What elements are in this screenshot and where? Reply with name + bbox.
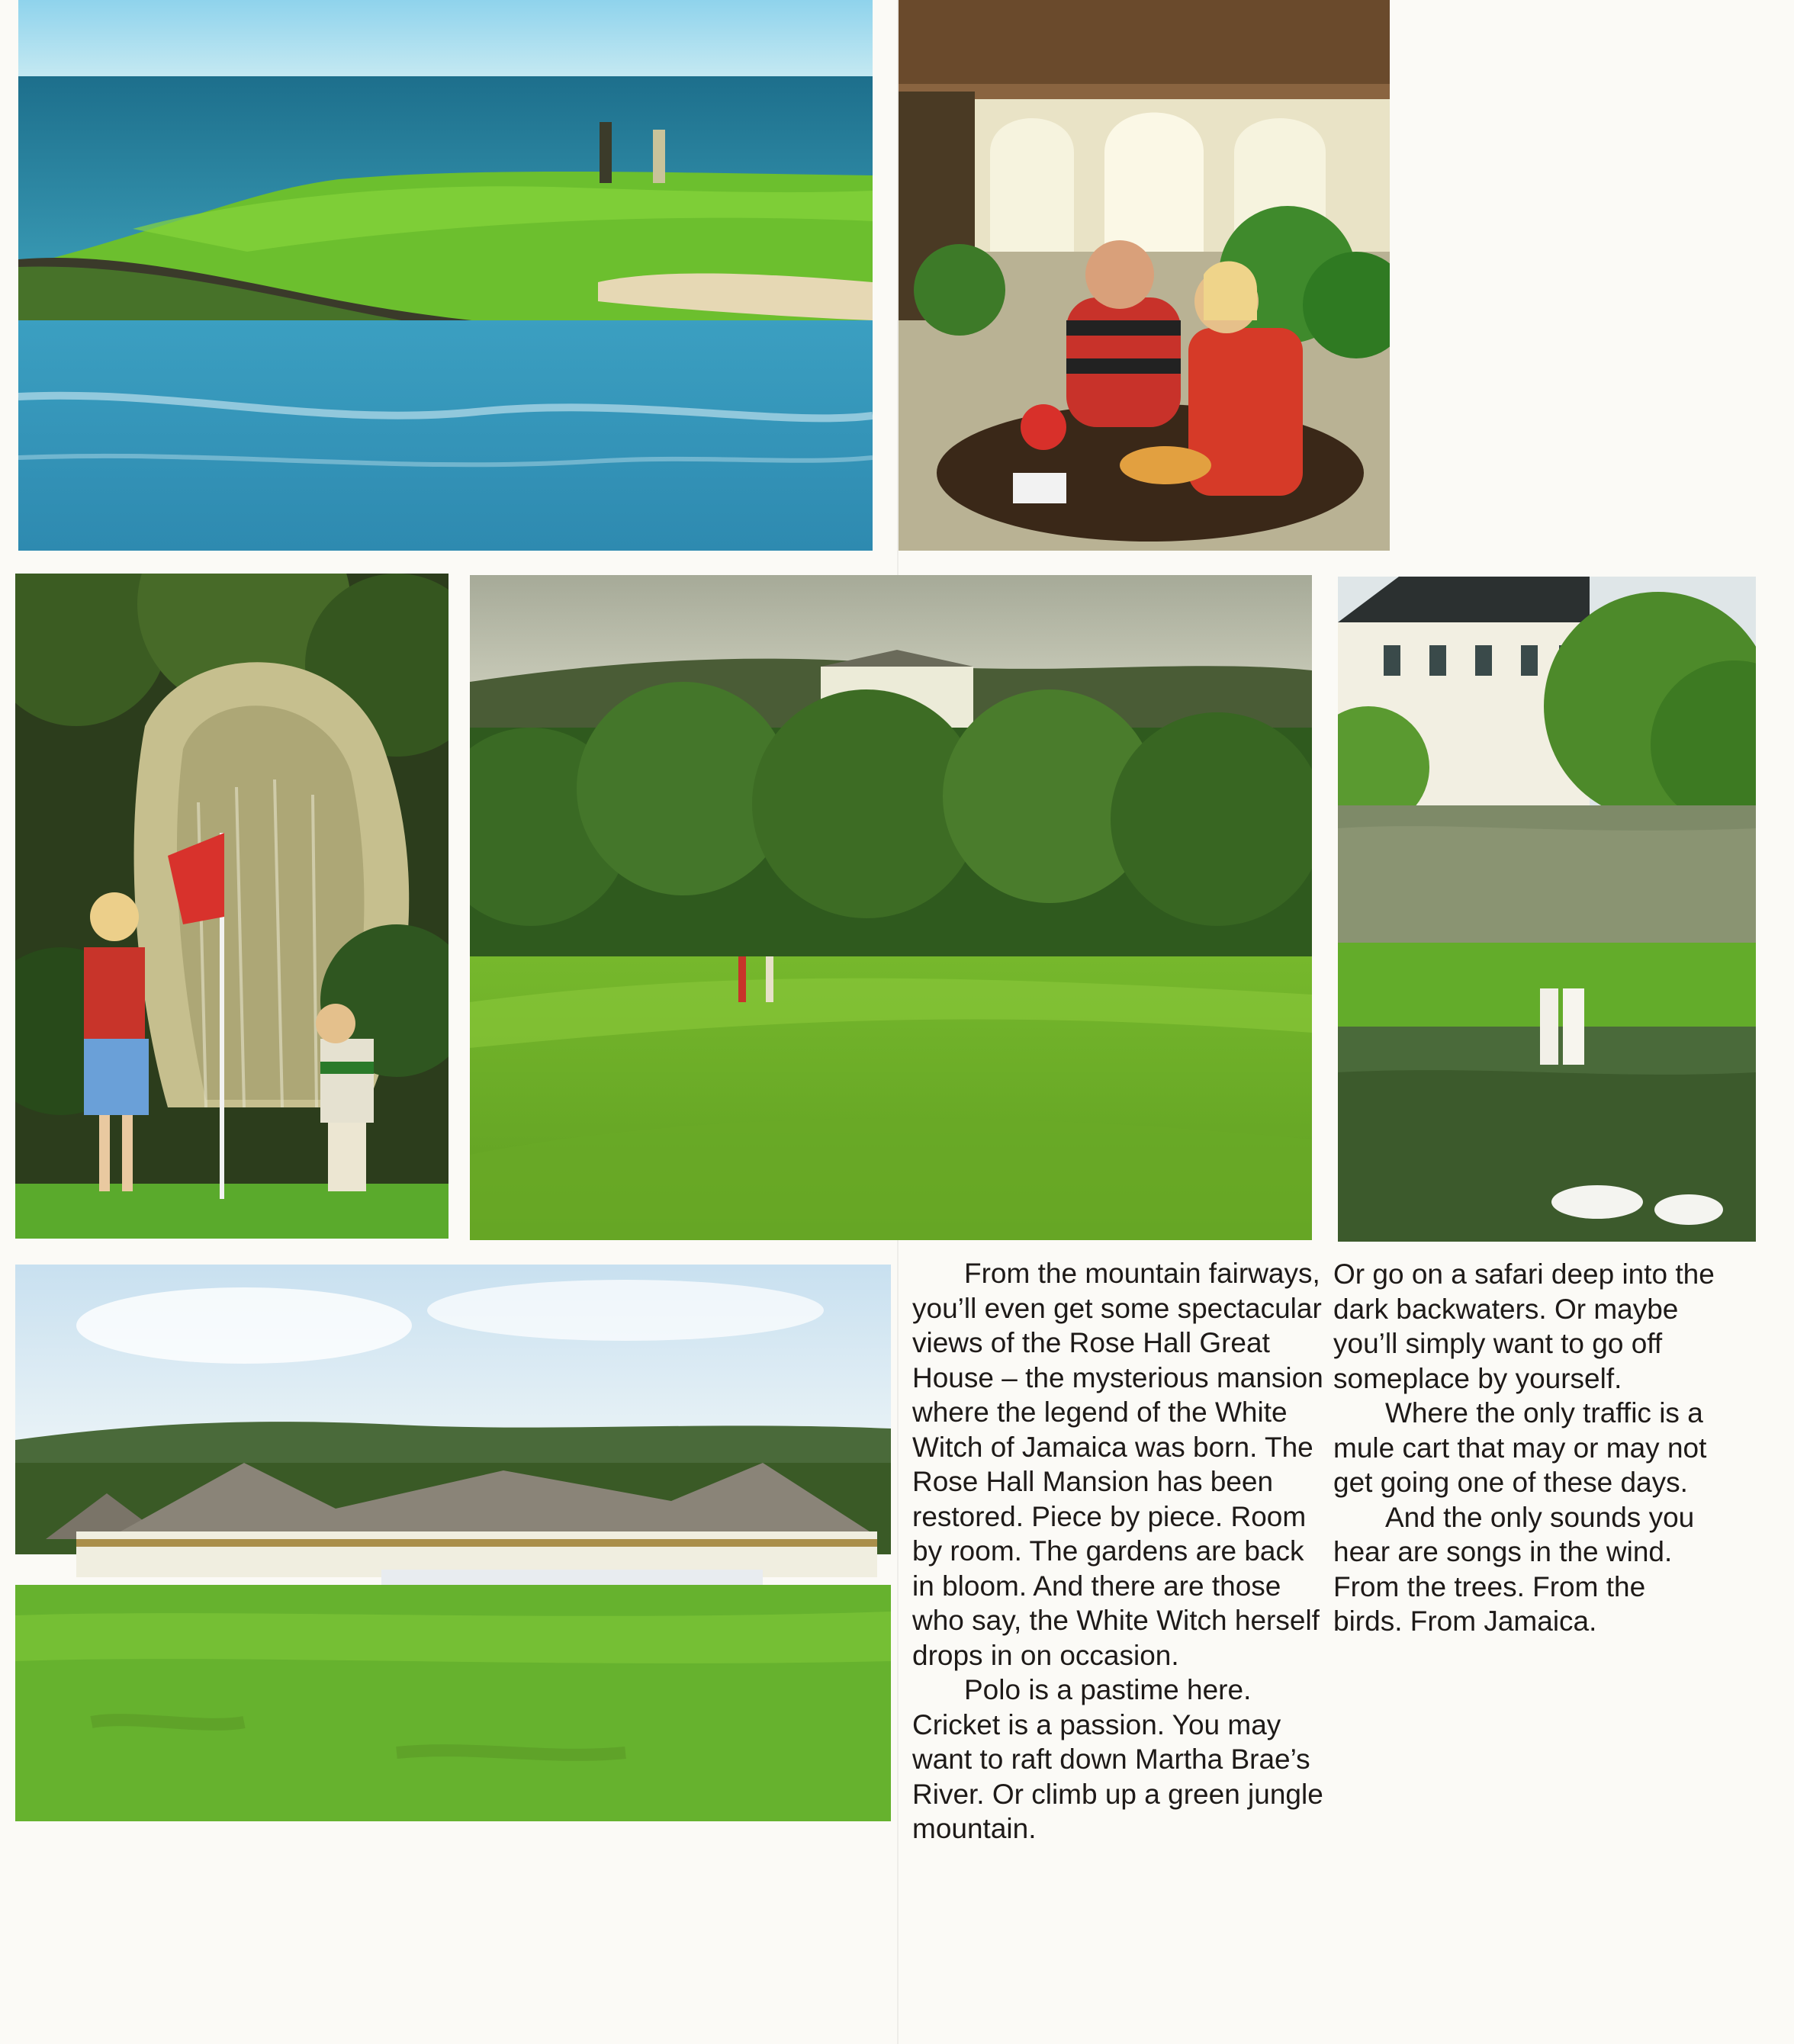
paragraph-safari: Or go on a safari deep into the dark backwaters. Or maybe you’ll simply want to go off someplace by yourself. xyxy=(1333,1258,1715,1394)
paragraph-songs-in-wind: And the only sounds you hear are songs in the wind. From the trees. From the birds. From Jamaica. xyxy=(1333,1501,1695,1637)
fairway-mansion-photo xyxy=(470,575,1312,1240)
paragraph-mule-cart: Where the only traffic is a mule cart that may or may not get going one of these days. xyxy=(1333,1397,1707,1498)
clubhouse-photo xyxy=(15,1265,891,1821)
body-text-column-2 xyxy=(1333,1257,1715,1639)
waterfall-flag-photo xyxy=(15,574,448,1239)
seaside-green-photo xyxy=(18,0,873,551)
great-house-swans-photo xyxy=(1338,577,1756,1242)
paragraph-polo-cricket: Polo is a pastime here. Cricket is a passion. You may want to raft down Martha Brae’s River. Or climb up a green jungle mountain. xyxy=(912,1674,1323,1844)
paragraph-rose-hall: From the mountain fairways, you’ll even get some spectacular views of the Rose Hall Great House – the mysterious mansion where the legend of the White Witch of Jamaica was born. The Rose Hall Mansion has been restored. Piece by piece. Room by room. The gardens are back in bloom. And there are those who say, the White Witch herself drops in on occasion. xyxy=(912,1258,1323,1671)
body-text-column-1 xyxy=(912,1256,1324,1846)
terrace-dining-photo xyxy=(899,0,1390,551)
